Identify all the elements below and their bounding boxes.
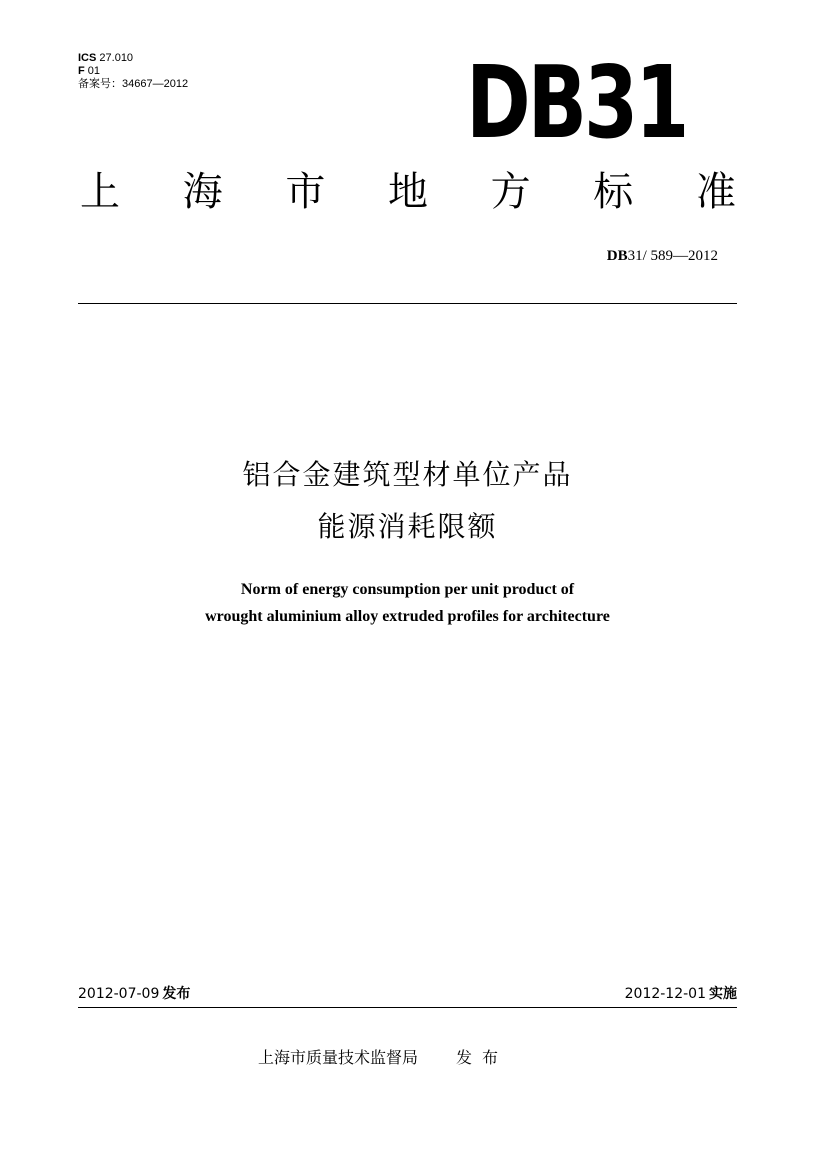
issuer-name: 上海市质量技术监督局	[258, 1048, 419, 1067]
ics-label: ICS	[78, 52, 97, 64]
classification-code: 01	[87, 65, 101, 77]
standard-category-title	[78, 168, 738, 216]
ics-code: 27.010	[99, 52, 134, 64]
bottom-divider	[78, 1007, 737, 1008]
standard-number-value: 31/ 589—2012	[627, 248, 718, 264]
issue-date-value: 2012-07-09	[78, 986, 160, 1002]
english-title-line-2: wrought aluminium alloy extruded profiles for architecture	[205, 608, 610, 625]
db31-logo	[466, 63, 692, 143]
standard-number-prefix: DB	[606, 248, 628, 264]
classification-label: F	[78, 65, 85, 77]
english-title-line-1: Norm of energy consumption per unit product of	[240, 581, 575, 598]
issue-label: 发布	[162, 986, 191, 1002]
title-char: 上	[80, 169, 120, 215]
ics-line	[78, 52, 188, 65]
effective-label: 实施	[709, 986, 737, 1002]
record-number: 备案号：34667—2012	[78, 78, 189, 90]
title-char: 海	[182, 169, 223, 215]
standard-meta-block	[78, 52, 188, 91]
chinese-title-line-1: 铝合金建筑型材单位产品	[242, 458, 573, 491]
title-char: 市	[285, 169, 326, 215]
title-char: 方	[490, 169, 531, 215]
effective-date-value: 2012-12-01	[624, 986, 706, 1002]
top-divider	[78, 303, 737, 304]
title-char: 准	[695, 169, 736, 215]
db31-logo-text: DB31	[466, 63, 687, 143]
issuer-line	[258, 1046, 508, 1070]
standard-number	[607, 246, 718, 266]
title-char: 标	[593, 169, 634, 215]
chinese-title-line-2: 能源消耗限额	[317, 510, 498, 543]
issue-date	[78, 984, 190, 1004]
effective-date	[625, 984, 737, 1004]
classification-line	[78, 65, 188, 78]
title-char: 地	[387, 169, 428, 215]
publish-label: 发布	[456, 1048, 509, 1067]
